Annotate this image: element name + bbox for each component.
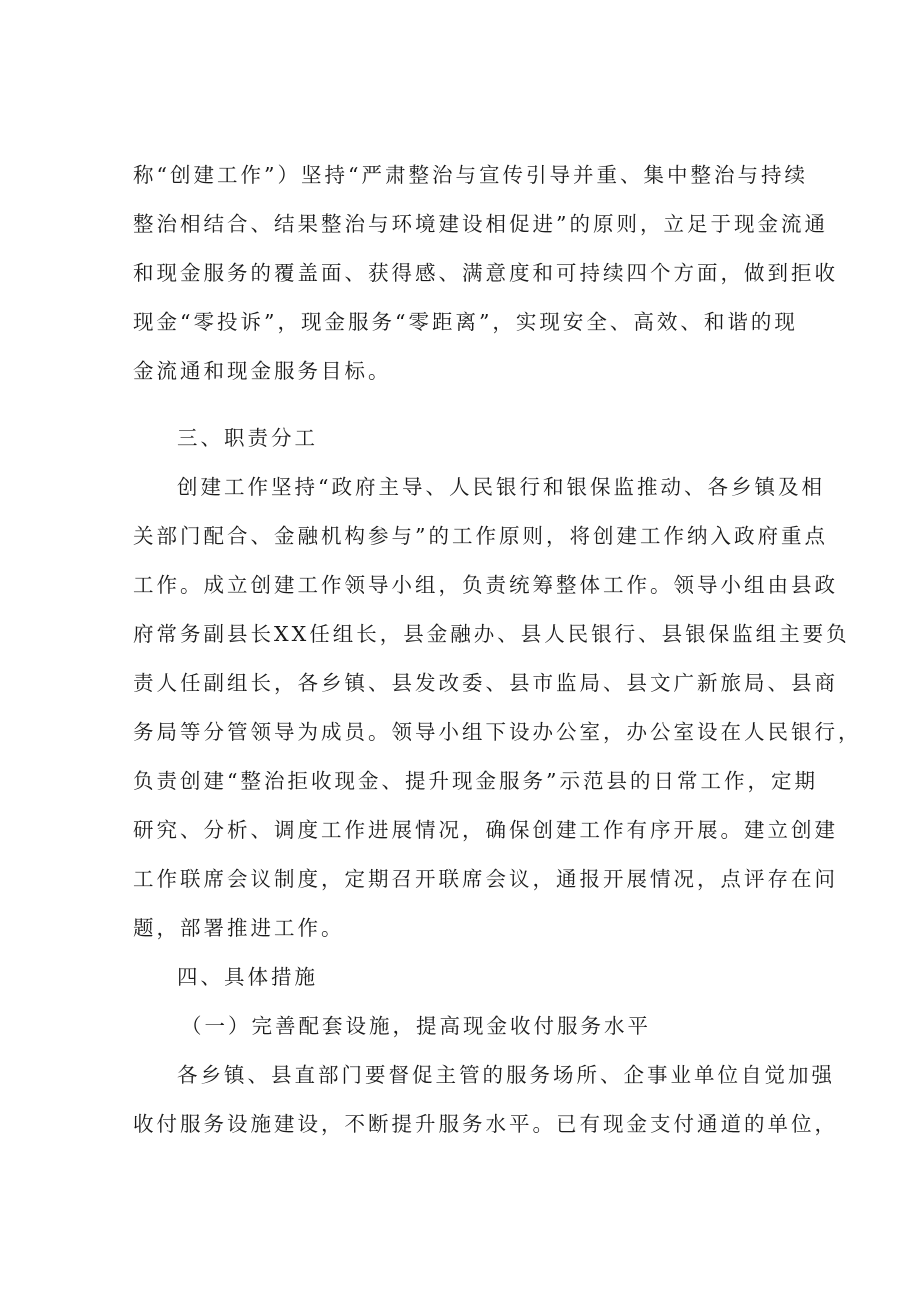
text-line: 创建工作坚持“政府主导、人民银行和银保监推动、各乡镇及相 [177, 475, 825, 499]
text-line: 研究、分析、调度工作进展情况，确保创建工作有序开展。建立创建 [133, 818, 838, 842]
text-line: 和现金服务的覆盖面、获得感、满意度和可持续四个方面，做到拒收 [133, 261, 838, 285]
section-heading-responsibilities: 三、职责分工 [177, 426, 318, 450]
text-line: 现金“零投诉”，现金服务“零距离”，实现安全、高效、和谐的现 [133, 310, 798, 334]
text-line: 整治相结合、结果整治与环境建设相促进”的原则，立足于现金流通 [133, 212, 828, 236]
text-line: 各乡镇、县直部门要督促主管的服务场所、企事业单位自觉加强 [177, 1063, 835, 1087]
paragraph-principles [133, 156, 838, 390]
paragraph-facilities [133, 1056, 838, 1143]
text-line: 金流通和现金服务目标。 [133, 359, 392, 383]
section-heading-measures: 四、具体措施 [177, 965, 318, 989]
text-line: 工作联席会议制度，定期召开联席会议，通报开展情况，点评存在问 [133, 867, 838, 891]
text-line: 工作。成立创建工作领导小组，负责统筹整体工作。领导小组由县政 [133, 573, 838, 597]
text-line: 府常务副县长XX任组长，县金融办、县人民银行、县银保监组主要负 [133, 622, 850, 646]
subsection-heading-facilities: （一）完善配套设施，提高现金收付服务水平 [181, 1014, 651, 1038]
text-line: 题，部署推进工作。 [133, 916, 345, 940]
text-line: 务局等分管领导为成员。领导小组下设办公室，办公室设在人民银行， [133, 720, 862, 744]
text-line: 关部门配合、金融机构参与”的工作原则，将创建工作纳入政府重点 [133, 524, 828, 548]
paragraph-responsibilities [133, 468, 862, 947]
paragraph-gap [133, 401, 798, 419]
text-line: 收付服务设施建设，不断提升服务水平。已有现金支付通道的单位， [133, 1112, 838, 1136]
text-line: 称“创建工作”）坚持“严肃整治与宣传引导并重、集中整治与持续 [133, 163, 808, 187]
document-body [133, 156, 862, 1154]
text-line: 负责创建“整治拒收现金、提升现金服务”示范县的日常工作，定期 [133, 769, 818, 793]
text-line: 责人任副组长，各乡镇、县发改委、县市监局、县文广新旅局、县商 [133, 671, 838, 695]
